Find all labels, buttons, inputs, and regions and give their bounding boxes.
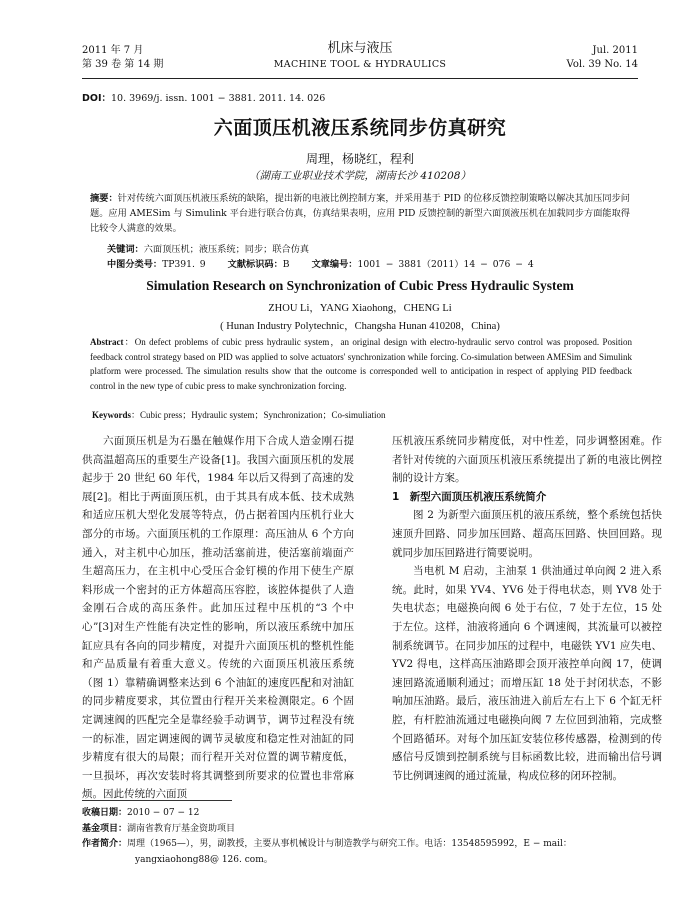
affiliation-cn: （湖南工业职业技术学院，湖南长沙 410208） xyxy=(249,170,471,182)
doi-value: 10. 3969/j. issn. 1001 − 3881. 2011. 14. 026 xyxy=(111,93,326,104)
author-bio-text: 周理（1965—），男，副教授，主要从事机械设计与制造教学与研究工作。电话：13548595992，E − mail： xyxy=(127,839,572,849)
classification-line xyxy=(107,256,534,270)
article-no-value: 1001 − 3881（2011）14 − 076 − 4 xyxy=(357,259,534,270)
body-paragraph: 图 2 为新型六面顶压机的液压系统，整个系统包括快速顶升回路、同步加压回路、超高压回路、快回回路。现就同步加压回路进行简要说明。 xyxy=(392,509,662,559)
journal-name-cn: 机床与液压 xyxy=(327,41,393,56)
abstract-en-label: Abstract xyxy=(90,337,124,347)
body-paragraph: 六面顶压机是为石墨在触媒作用下合成人造金刚石提供高温超高压的重要生产设备[1]。我国六面顶压机的发展起步于 20 世纪 60 年代，1984 年以后又得到了高速的发展[2]。相比于两面顶压机，由于其具有成本低、技术成熟和适应压机大型化发展等特点，仍占据着国内压机行业大部分的市场。六面顶压机的工作原理：高压油从 6 个方向通入，对主机中心加压，推动活塞前进，使活塞前端面产生超高压力，在主机中心受压合金钉模的作用下使生产原料形成一个密封的正方体超高压容腔，该腔体提供了人造金刚石合成的高压条件。此加压过程中压机的“3 个中心”[3]对生产性能有决定性的影响，所以液压系统中加压缸应具有各向的同步精度，对提升六面顶压机的整机性能和产品质量有着重大意义。传统的六面顶压机液压系统（图 1）靠精确调整来达到 6 个油缸的速度匹配和对油缸的同步精度要求，其位置由行程开关来检测限定。6 个固定调速阀的匹配完全是靠经验手动调节，调节过程没有统一的标准，固定调速阀的调节灵敏度和稳定性对油缸的同步精度有很大的局限；而行程开关对位置的调节精度低，一旦损坏，再次安装时将其调整到所要求的位置也非常麻烦。因此传统的六面顶 xyxy=(82,435,354,801)
paper-title-cn: 六面顶压机液压系统同步仿真研究 xyxy=(213,117,507,139)
header-volume-cn: 第 39 卷 第 14 期 xyxy=(82,59,164,70)
abstract-cn xyxy=(90,191,630,236)
keywords-en-text: ：Cubic press；Hydraulic system；Synchronization；Co-simuliation xyxy=(131,410,386,420)
doi-label: DOI： xyxy=(82,93,111,104)
footnote-author xyxy=(82,837,638,853)
footnote-email: yangxiaohong88@ 126. com。 xyxy=(135,854,273,865)
keywords-cn-label: 关键词： xyxy=(107,244,144,255)
authors-cn: 周理，杨晓红，程利 xyxy=(305,152,414,166)
abstract-cn-text: 针对传统六面顶压机液压系统的缺陷，提出新的电液比例控制方案，并采用基于 PID 的位移反馈控制策略以解决其加压同步问题。应用 AMESim 与 Simulink 平台进行联合仿真，仿真结果表明，应用 PID 反馈控制的新型六面顶液压机在加载同步方面能取得比较令人满意的效果。 xyxy=(90,193,630,234)
header-right xyxy=(567,44,638,72)
received-label: 收稿日期： xyxy=(82,808,128,818)
header-rule xyxy=(82,78,638,79)
article-no-label: 文章编号： xyxy=(311,259,358,270)
fund-text: 湖南省教育厅基金资助项目 xyxy=(127,823,236,834)
header-volume-en: Vol. 39 No. 14 xyxy=(566,59,638,70)
running-header xyxy=(82,40,638,74)
header-center xyxy=(82,40,638,72)
authors-en: ZHOU Li，YANG Xiaohong，CHENG Li xyxy=(268,303,452,314)
header-date-en: Jul. 2011 xyxy=(592,45,638,56)
abstract-cn-label: 摘要： xyxy=(90,193,118,204)
abstract-en xyxy=(90,335,632,393)
footnote-fund xyxy=(82,822,638,838)
footnote xyxy=(82,806,638,868)
clc-label: 中图分类号： xyxy=(107,259,163,270)
fund-label: 基金项目： xyxy=(82,823,128,834)
received-date: 2010 − 07 − 12 xyxy=(127,808,200,818)
abstract-en-text: ：On defect problems of cubic press hydraulic system，an original design with electro-hydraulic servo control was proposed. Position feedback control strategy based on PID was applied to solve actuators' synchronization while forcing. Co-simulation between AMESim and Simulink platform were processed. The simulation results show that the outcome is corresponded well to anticipation in respect of applying PID feedback control in the new type of cubic press to make synchronization forcing. xyxy=(90,337,632,391)
doc-code-label: 文献标识码： xyxy=(227,259,283,270)
affiliation-en: ( Hunan Industry Polytechnic，Changsha Hunan 410208，China) xyxy=(220,321,500,332)
clc-value: TP391. 9 xyxy=(162,259,206,270)
keywords-en xyxy=(92,408,385,421)
body-paragraph: 压机液压系统同步精度低，对中性差，同步调整困难。作者针对传统的六面顶压机液压系统提出了新的电液比例控制的设计方案。 xyxy=(392,435,662,485)
body-column-left xyxy=(82,432,354,804)
header-date-cn: 2011 年 7 月 xyxy=(82,45,144,56)
keywords-cn xyxy=(107,241,309,255)
section-heading: 1 新型六面顶压机液压系统简介 xyxy=(392,490,547,503)
doi-line xyxy=(82,90,325,104)
author-bio-label: 作者简介： xyxy=(82,839,128,849)
body-column-right xyxy=(392,432,662,785)
doc-code-value: B xyxy=(282,259,290,270)
keywords-en-label: Keywords xyxy=(92,410,131,420)
body-paragraph: 当电机 M 启动，主油泵 1 供油通过单向阀 2 进入系统。此时，如果 YV4、YV6 处于得电状态，则 YV8 处于失电状态；电磁换向阀 6 处于右位，7 处于左位，15 处于左位。这样，油液将通向 6 个调速阀，其流量可以被控制系统调节。在同步加压的过程中，电磁铁 YV1 应失电、YV2 得电，这样高压油路即会顶开液控单向阀 17，使调速回路流通顺利通过；而增压缸 18 处于封闭状态，不影响加压油路。最后，液压油进入前后左右上下 6 个缸无杆腔，有杆腔油流通过电磁换向阀 7 左位回到油箱，完成整个回路循环。对每个加压缸安装位移传感器，检测到的传感信号反馈到控制系统与目标函数比较，进而输出信号调节比例调速阀的通过流量，构成位移的闭环控制。 xyxy=(392,565,662,782)
footnote-received xyxy=(82,806,638,822)
paper-title-en: Simulation Research on Synchronization of Cubic Press Hydraulic System xyxy=(146,278,574,293)
keywords-cn-text: 六面顶压机；液压系统；同步；联合仿真 xyxy=(143,244,310,255)
journal-name-en: MACHINE TOOL & HYDRAULICS xyxy=(273,59,447,70)
footnote-rule xyxy=(82,800,232,801)
